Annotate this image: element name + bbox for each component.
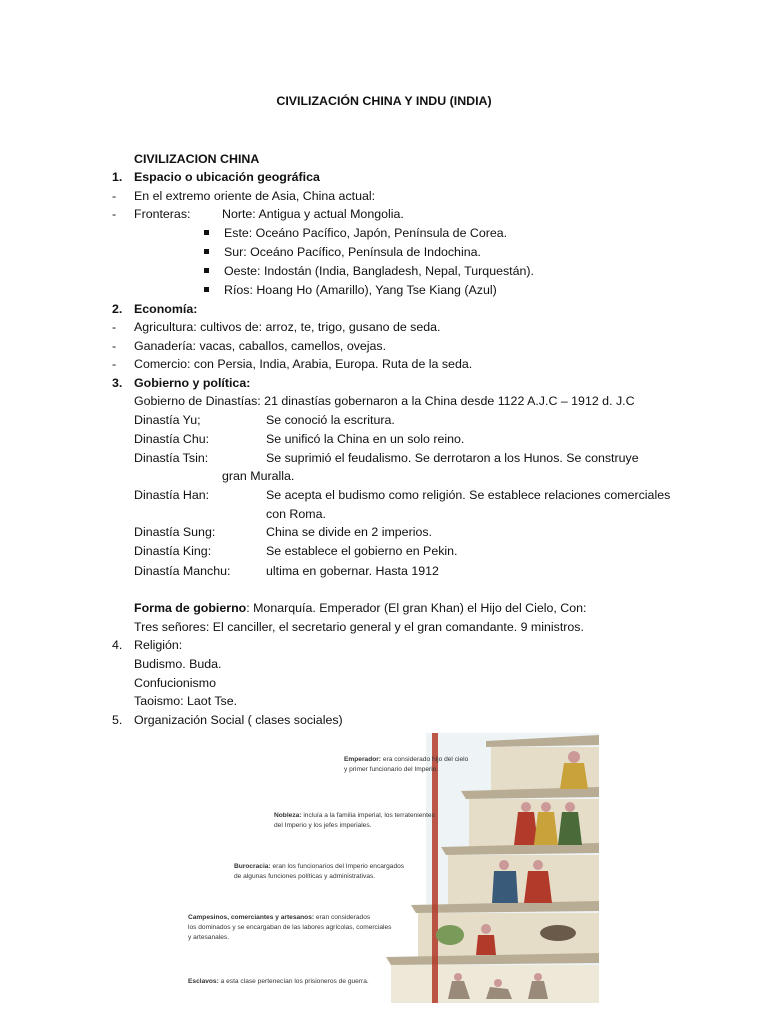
level-text-bureaucracy-2: de algunas funciones políticas y administrativas.: [234, 873, 376, 880]
level-text-nobility-2: del Imperio y los jefes imperiales.: [274, 822, 372, 829]
dash-marker: -: [112, 357, 117, 371]
peasant-robe: [476, 935, 496, 955]
square-bullet-icon: [204, 262, 209, 280]
s4-title: Religión:: [134, 638, 183, 652]
bureaucrat-head: [533, 860, 543, 870]
square-bullet-icon: [204, 281, 209, 299]
s4-number: 4.: [112, 638, 123, 652]
dash-marker: -: [112, 320, 117, 334]
s2-item: Agricultura: cultivos de: arroz, te, trigo, gusano de seda.: [134, 320, 441, 334]
square-bullet-icon: [204, 243, 209, 261]
slave-head: [534, 973, 542, 981]
s3-title: Gobierno y política:: [134, 376, 251, 390]
document-title: CIVILIZACIÓN CHINA Y INDU (INDIA): [276, 94, 492, 108]
dynasty-name: Dinastía Han:: [134, 488, 210, 502]
emperor-robe: [560, 763, 588, 789]
noble-robe: [534, 812, 558, 845]
social-classes-illustration: [186, 733, 599, 1003]
s1-bullet: Oeste: Indostán (India, Bangladesh, Nepal, Turquestán).: [224, 264, 534, 278]
bureaucrat-robe: [524, 871, 552, 903]
bureaucrat-robe: [492, 871, 518, 903]
pillar: [432, 733, 438, 1003]
dynasty-desc-cont: con Roma.: [266, 507, 326, 521]
s1-number: 1.: [112, 170, 123, 184]
noble-head: [521, 802, 531, 812]
s1-borders-label: Fronteras:: [134, 207, 191, 221]
dash-marker: -: [112, 207, 117, 221]
s4-item: Taoismo: Laot Tse.: [134, 694, 238, 708]
dynasty-name: Dinastía Chu:: [134, 432, 210, 446]
s1-bullet: Ríos: Hoang Ho (Amarillo), Yang Tse Kiang (Azul): [224, 283, 497, 297]
s1-borders-north: Norte: Antigua y actual Mongolia.: [222, 207, 404, 221]
s4-item: Budismo. Buda.: [134, 657, 222, 671]
level-text-slaves: Esclavos: a esta clase pertenecían los prisioneros de guerra.: [188, 978, 369, 985]
dynasty-name: Dinastía Tsin:: [134, 451, 209, 465]
noble-head: [565, 802, 575, 812]
s2-item: Comercio: con Persia, India, Arabia, Europa. Ruta de la seda.: [134, 357, 473, 371]
dynasty-desc: China se divide en 2 imperios.: [266, 525, 432, 539]
s2-item: Ganadería: vacas, caballos, camellos, ovejas.: [134, 339, 387, 353]
peasant-head: [481, 924, 491, 934]
s5-title: Organización Social ( clases sociales): [134, 713, 343, 727]
noble-robe: [558, 812, 582, 845]
section-heading: CIVILIZACION CHINA: [134, 152, 260, 166]
dynasty-name: Dinastía Sung:: [134, 525, 216, 539]
level-text-peasants-2: los dominados y se encargaban de las labores agrícolas, comerciales: [188, 924, 392, 931]
s1-bullet: Sur: Oceáno Pacífico, Península de Indochina.: [224, 245, 481, 259]
tier-wall: [448, 855, 599, 905]
slave-head: [494, 979, 502, 987]
s4-item: Confucionismo: [134, 676, 216, 690]
forma-gobierno-text: : Monarquía. Emperador (El gran Khan) el Hijo del Cielo, Con:: [246, 601, 587, 615]
dynasty-desc-cont: gran Muralla.: [222, 469, 295, 483]
s2-title: Economía:: [134, 302, 198, 316]
s1-dash1: En el extremo oriente de Asia, China actual:: [134, 189, 376, 203]
dynasty-name: Dinastía King:: [134, 544, 212, 558]
tres-senores: Tres señores: El canciller, el secretario general y el gran comandante. 9 ministros.: [134, 620, 584, 634]
s3-number: 3.: [112, 376, 123, 390]
level-text-peasants: Campesinos, comerciantes y artesanos: eran considerados: [188, 914, 371, 921]
dash-marker: -: [112, 189, 117, 203]
s2-number: 2.: [112, 302, 123, 316]
s5-number: 5.: [112, 713, 123, 727]
dynasty-name: Dinastía Manchu:: [134, 564, 231, 578]
slave-head: [454, 973, 462, 981]
donkey: [540, 925, 576, 941]
noble-head: [541, 802, 551, 812]
dynasty-desc: Se establece el gobierno en Pekin.: [266, 544, 458, 558]
dynasty-desc: Se acepta el budismo como religión. Se establece relaciones comerciales: [266, 488, 671, 502]
level-text-emperor-2: y primer funcionario del Imperio.: [344, 766, 439, 773]
dynasty-name: Dinastía Yu;: [134, 413, 201, 427]
dynasty-desc: Se conoció la escritura.: [266, 413, 395, 427]
dynasty-desc: Se unificó la China en un solo reino.: [266, 432, 465, 446]
level-text-emperor: Emperador: era considerado hijo del cielo: [344, 756, 469, 763]
harvest-basket: [436, 925, 464, 945]
dash-marker: -: [112, 339, 117, 353]
level-text-bureaucracy: Burocracia: eran los funcionarios del Imperio encargados: [234, 863, 405, 870]
dynasty-desc: Se suprimió el feudalismo. Se derrotaron a los Hunos. Se construye: [266, 451, 639, 465]
level-text-nobility: Nobleza: incluía a la familia imperial, los terratenientes: [274, 812, 435, 819]
square-bullet-icon: [204, 224, 209, 242]
emperor-head: [568, 751, 580, 763]
forma-gobierno-label: Forma de gobierno: [134, 601, 247, 615]
level-text-peasants-3: y artesanales.: [188, 934, 230, 941]
dynasty-desc: ultima en gobernar. Hasta 1912: [266, 564, 439, 578]
bureaucrat-head: [499, 860, 509, 870]
noble-robe: [514, 812, 538, 845]
s1-bullet: Este: Oceáno Pacífico, Japón, Península de Corea.: [224, 226, 508, 240]
forma-gobierno: [134, 599, 586, 617]
s3-intro: Gobierno de Dinastías: 21 dinastías gobernaron a la China desde 1122 A.J.C – 1912 d. J.C: [134, 394, 635, 408]
s1-title: Espacio o ubicación geográfica: [134, 170, 320, 184]
